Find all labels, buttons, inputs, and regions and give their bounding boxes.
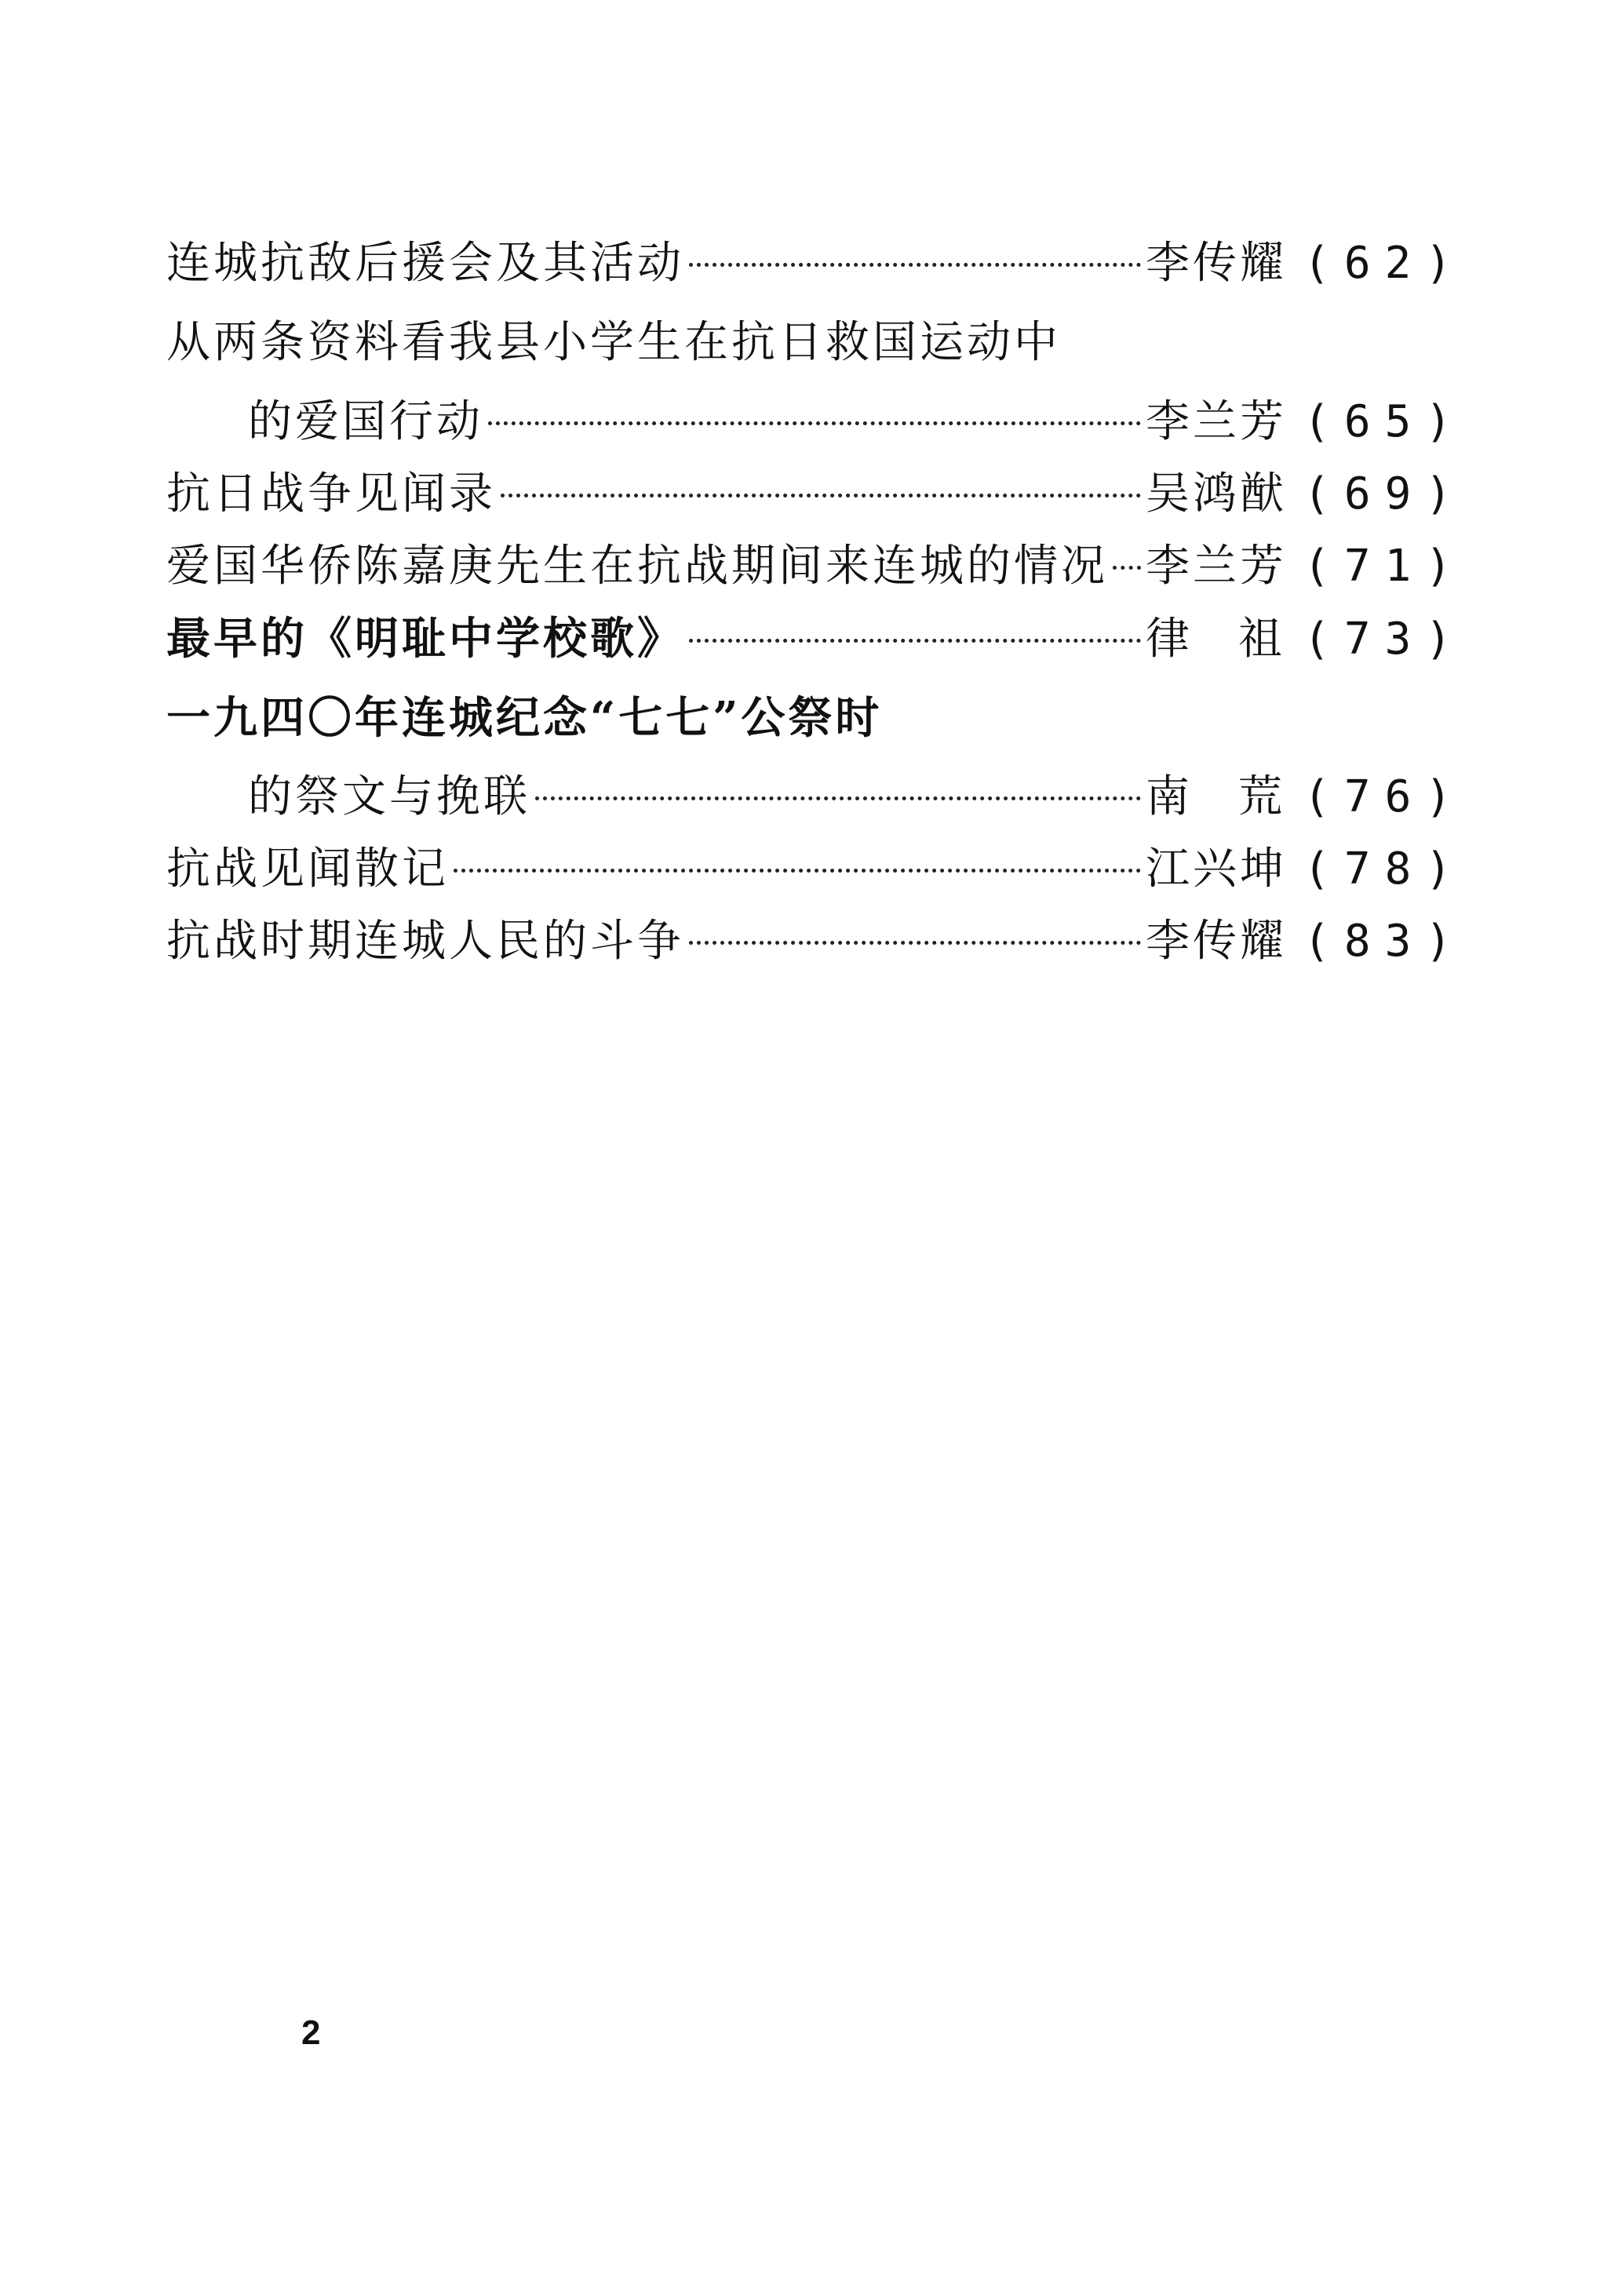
toc-entry-page: (76) [1303, 771, 1466, 822]
toc-entry [166, 906, 1466, 978]
toc-entry [166, 386, 1466, 458]
toc-entry-title-continued: 的祭文与挽联 [248, 771, 530, 822]
toc-entry-author: 律 祖 [1146, 614, 1285, 665]
toc-entry-title: 抗战时期连城人民的斗争 [166, 916, 684, 967]
toc-entry-page: (62) [1303, 238, 1466, 289]
toc-entry-title: 一九四〇年连城纪念“七七”公祭时 [166, 692, 883, 744]
toc-entry-page: (73) [1303, 614, 1466, 665]
toc-entry-author: 江兴坤 [1146, 844, 1287, 895]
toc-entry-author: 李兰芳 [1146, 396, 1287, 447]
toc-entry [166, 603, 1466, 675]
dot-leader [454, 861, 1141, 873]
toc-entry-title-line [166, 300, 1466, 386]
toc-entry-title: 抗日战争见闻录 [166, 468, 496, 519]
toc-entry-title-line [166, 675, 1466, 761]
toc-entry-title: 最早的《明耻中学校歌》 [166, 613, 684, 665]
dot-leader [488, 414, 1141, 425]
page-number: 2 [301, 2014, 321, 2052]
toc-entry-author: 李传耀 [1146, 238, 1287, 289]
toc-entry-title: 连城抗敌后援会及其活动 [166, 238, 684, 289]
toc-entry [166, 228, 1466, 300]
toc-entry-author: 南 荒 [1146, 771, 1285, 822]
dot-leader [501, 486, 1141, 497]
toc-entry-title: 抗战见闻散记 [166, 844, 449, 895]
table-of-contents [166, 228, 1466, 978]
toc-entry-page: (83) [1303, 916, 1466, 967]
toc-entry-title: 爱国华侨陈嘉庚先生在抗战期间来连城的情况 [166, 541, 1108, 592]
toc-entry-page: (78) [1303, 844, 1466, 895]
dot-leader [689, 631, 1141, 643]
toc-entry-title: 从两条资料看我县小学生在抗日救国运动中 [166, 317, 1061, 368]
toc-entry-page: (69) [1303, 468, 1466, 519]
dot-leader [535, 789, 1141, 800]
toc-entry-author: 李兰芳 [1146, 541, 1287, 592]
dot-leader [689, 255, 1141, 267]
dot-leader [689, 933, 1141, 945]
toc-entry-page: (71) [1303, 541, 1466, 592]
dot-leader [1113, 558, 1141, 570]
toc-entry-author: 吴鸿猷 [1146, 468, 1287, 519]
toc-entry [166, 458, 1466, 530]
toc-entry [166, 530, 1466, 603]
toc-entry-page: (65) [1303, 396, 1466, 447]
toc-entry-author: 李传耀 [1146, 916, 1287, 967]
toc-entry-title-continued: 的爱国行动 [248, 396, 483, 447]
toc-entry [166, 833, 1466, 906]
toc-entry [166, 761, 1466, 833]
